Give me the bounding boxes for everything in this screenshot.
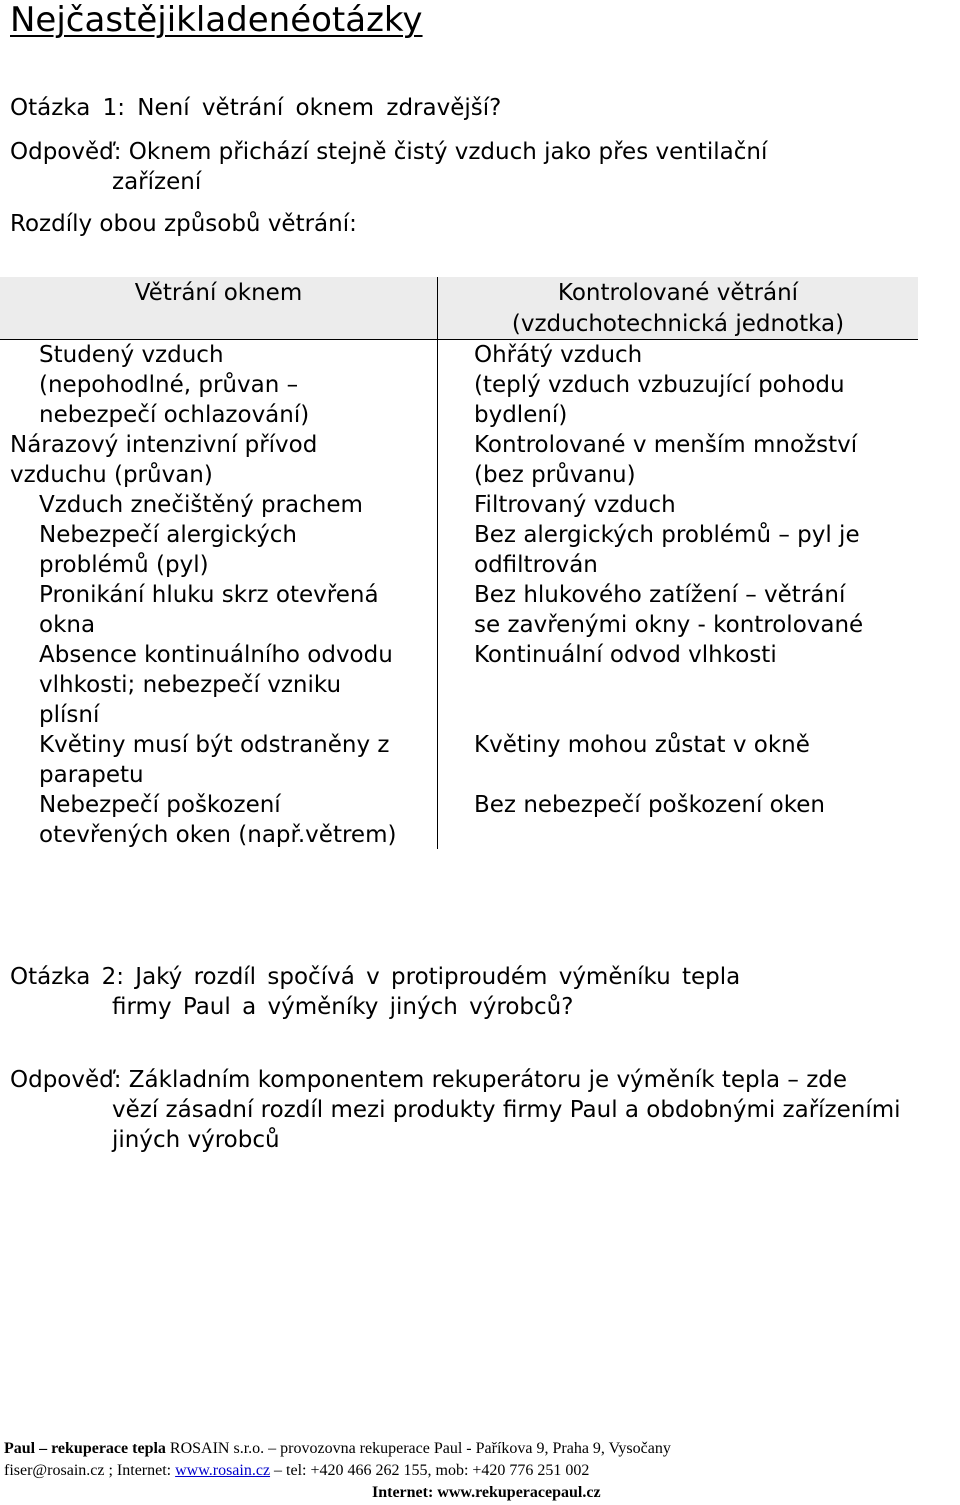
table-cell-right: Bez alergických problémů – pyl je	[474, 522, 860, 548]
footer-web-link[interactable]: www.rosain.cz	[175, 1462, 271, 1479]
table-cell-left: Květiny musí být odstraněny z	[39, 732, 390, 758]
table-cell-right: Bez nebezpečí poškození oken	[474, 792, 825, 818]
table-cell-right	[474, 760, 863, 790]
table-cell-left: plísní	[39, 702, 100, 728]
table-cell-left: vzduchu (průvan)	[10, 462, 213, 488]
table-cell-left: (nepohodlné, průvan –	[39, 372, 299, 398]
table-cell-left: okna	[39, 612, 96, 638]
table-cell-right: odfiltrován	[474, 552, 598, 578]
table-column-divider	[437, 277, 438, 849]
table-cell-right	[474, 670, 863, 700]
table-cell-left: problémů (pyl)	[39, 552, 209, 578]
table-cell-left: nebezpečí ochlazování)	[39, 402, 310, 428]
footer-company-line	[4, 1438, 671, 1460]
table-cell-left: Studený vzduch	[39, 342, 224, 368]
header-right-line-2: (vzduchotechnická jednotka)	[511, 311, 845, 337]
question-2-line-2: firmy Paul a výměníky jiných výrobců?	[112, 994, 574, 1020]
table-cell-right: (bez průvanu)	[474, 462, 636, 488]
answer-2-line-3: jiných výrobců	[112, 1127, 280, 1153]
table-cell-left: vlhkosti; nebezpečí vzniku	[39, 672, 342, 698]
table-cell-left: Pronikání hluku skrz otevřená	[39, 582, 379, 608]
table-cell-right: Bez hlukového zatížení – větrání	[474, 582, 846, 608]
table-cell-left: Nárazový intenzivní přívod	[10, 432, 318, 458]
footer-phones: – tel: +420 466 262 155, mob: +420 776 251 002	[270, 1462, 590, 1479]
answer-1-line-1: Odpověď: Oknem přichází stejně čistý vzduch jako přes ventilační	[10, 139, 768, 165]
table-cell-left: otevřených oken (např.větrem)	[39, 822, 397, 848]
table-cell-right: bydlení)	[474, 402, 568, 428]
table-cell-right: Květiny mohou zůstat v okně	[474, 732, 810, 758]
table-header-window-ventilation	[0, 277, 437, 309]
differences-heading: Rozdíly obou způsobů větrání:	[10, 211, 357, 237]
table-cell-left: Vzduch znečištěný prachem	[39, 492, 363, 518]
answer-1-line-2: zařízení	[112, 169, 202, 195]
table-cell-right: Ohřátý vzduch	[474, 342, 643, 368]
table-cell-right: Kontrolované v menším množství	[474, 432, 858, 458]
footer-internet: Internet: www.rekuperacepaul.cz	[372, 1484, 601, 1501]
table-cell-right	[474, 700, 863, 730]
table-cell-left: Nebezpečí alergických	[39, 522, 297, 548]
header-left-text: Větrání oknem	[134, 280, 303, 306]
table-header-controlled-ventilation	[438, 277, 918, 340]
table-cell-right: Filtrovaný vzduch	[474, 492, 676, 518]
question-2-line-1: Otázka 2: Jaký rozdíl spočívá v protiproudém výměníku tepla	[10, 964, 741, 990]
table-cell-left: parapetu	[39, 762, 144, 788]
table-cell-right: Kontinuální odvod vlhkosti	[474, 642, 777, 668]
answer-2-line-2: vězí zásadní rozdíl mezi produkty firmy Paul a obdobnými zařízeními	[112, 1097, 901, 1123]
table-cell-left: Nebezpečí poškození	[39, 792, 281, 818]
question-1: Otázka 1: Není větrání oknem zdravější?	[10, 95, 502, 121]
footer-email: fiser@rosain.cz ; Internet:	[4, 1462, 176, 1479]
table-cell-right	[474, 820, 863, 850]
footer-contact-line	[4, 1460, 589, 1482]
answer-2-line-1: Odpověď: Základním komponentem rekuperátoru je výměník tepla – zde	[10, 1067, 848, 1093]
window-ventilation-column	[0, 340, 396, 850]
footer-company-name: Paul – rekuperace tepla	[4, 1440, 166, 1457]
controlled-ventilation-column	[474, 340, 863, 850]
table-cell-right: (teplý vzduch vzbuzující pohodu	[474, 372, 845, 398]
table-cell-right: se zavřenými okny - kontrolované	[474, 612, 864, 638]
footer-company-address: ROSAIN s.r.o. – provozovna rekuperace Paul - Paříkova 9, Praha 9, Vysočany	[165, 1440, 671, 1457]
header-right-line-1: Kontrolované větrání	[557, 280, 799, 306]
table-cell-left: Absence kontinuálního odvodu	[39, 642, 393, 668]
page-title: Nejčastějikladenéotázky	[10, 0, 423, 40]
comparison-table	[0, 277, 920, 849]
